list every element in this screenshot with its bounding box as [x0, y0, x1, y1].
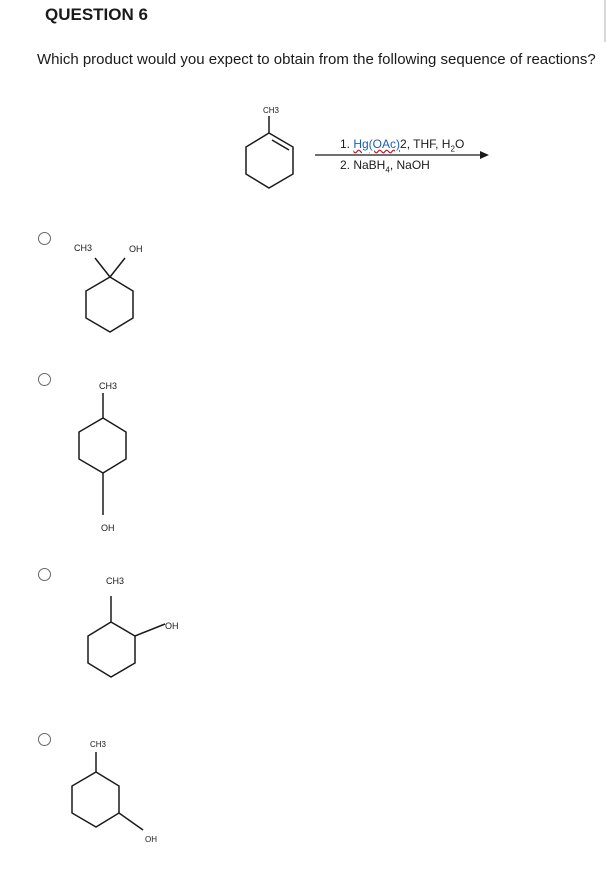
reagent-step-1-end: O — [454, 137, 465, 151]
option-4-radio[interactable] — [38, 733, 51, 746]
option-1-ring — [86, 277, 133, 332]
option-4-methyl-label: CH3 — [90, 740, 107, 749]
option-4-ring — [72, 772, 119, 827]
reagent-hg-oac-link[interactable]: Hg(OAc) — [353, 137, 401, 151]
reagent-step-2 — [340, 158, 430, 174]
reactant-ring — [246, 133, 293, 188]
option-3-hydroxyl-bond — [135, 624, 165, 636]
option-1-hydroxyl-bond — [110, 258, 125, 277]
option-3-ring — [88, 622, 135, 677]
option-2-structure — [79, 393, 126, 515]
option-4-hydroxyl-label: OH — [145, 835, 157, 844]
option-3-hydroxyl-label: OH — [165, 621, 179, 631]
option-3-methyl-label: CH3 — [106, 576, 125, 586]
option-2-hydroxyl-label: OH — [101, 523, 115, 533]
option-2-methyl-label: CH3 — [99, 381, 118, 391]
option-1-methyl-label: CH3 — [74, 243, 93, 253]
option-3-structure — [88, 596, 165, 677]
reagent-step-1 — [340, 137, 464, 153]
option-1-methyl-bond — [95, 258, 110, 277]
reagent-step-2-text: 2. NaBH — [340, 158, 386, 172]
option-3-radio[interactable] — [38, 568, 51, 581]
reaction-arrow-head — [480, 151, 489, 159]
option-1-structure — [86, 258, 133, 332]
reagent-step-1-rest: 2, THF, H — [400, 137, 451, 151]
question-text: Which product would you expect to obtain from the following sequence of reactions? — [37, 51, 596, 68]
option-4-structure — [72, 752, 143, 830]
reactant-double-bond — [272, 140, 289, 150]
option-4-hydroxyl-bond — [119, 813, 143, 830]
option-1-radio[interactable] — [38, 232, 51, 245]
question-title: QUESTION 6 — [45, 5, 148, 24]
reactant-structure — [246, 116, 293, 188]
option-2-radio[interactable] — [38, 373, 51, 386]
reactant-methyl-label: CH3 — [263, 106, 280, 115]
option-2-ring — [79, 418, 126, 473]
reagent-step-2-end: , NaOH — [389, 158, 430, 172]
reagent-step-1-sub: 2 — [450, 144, 455, 154]
reagent-step-1-number: 1. — [340, 137, 354, 151]
reagent-step-2-sub: 4 — [385, 165, 390, 175]
option-1-hydroxyl-label: OH — [129, 244, 143, 254]
